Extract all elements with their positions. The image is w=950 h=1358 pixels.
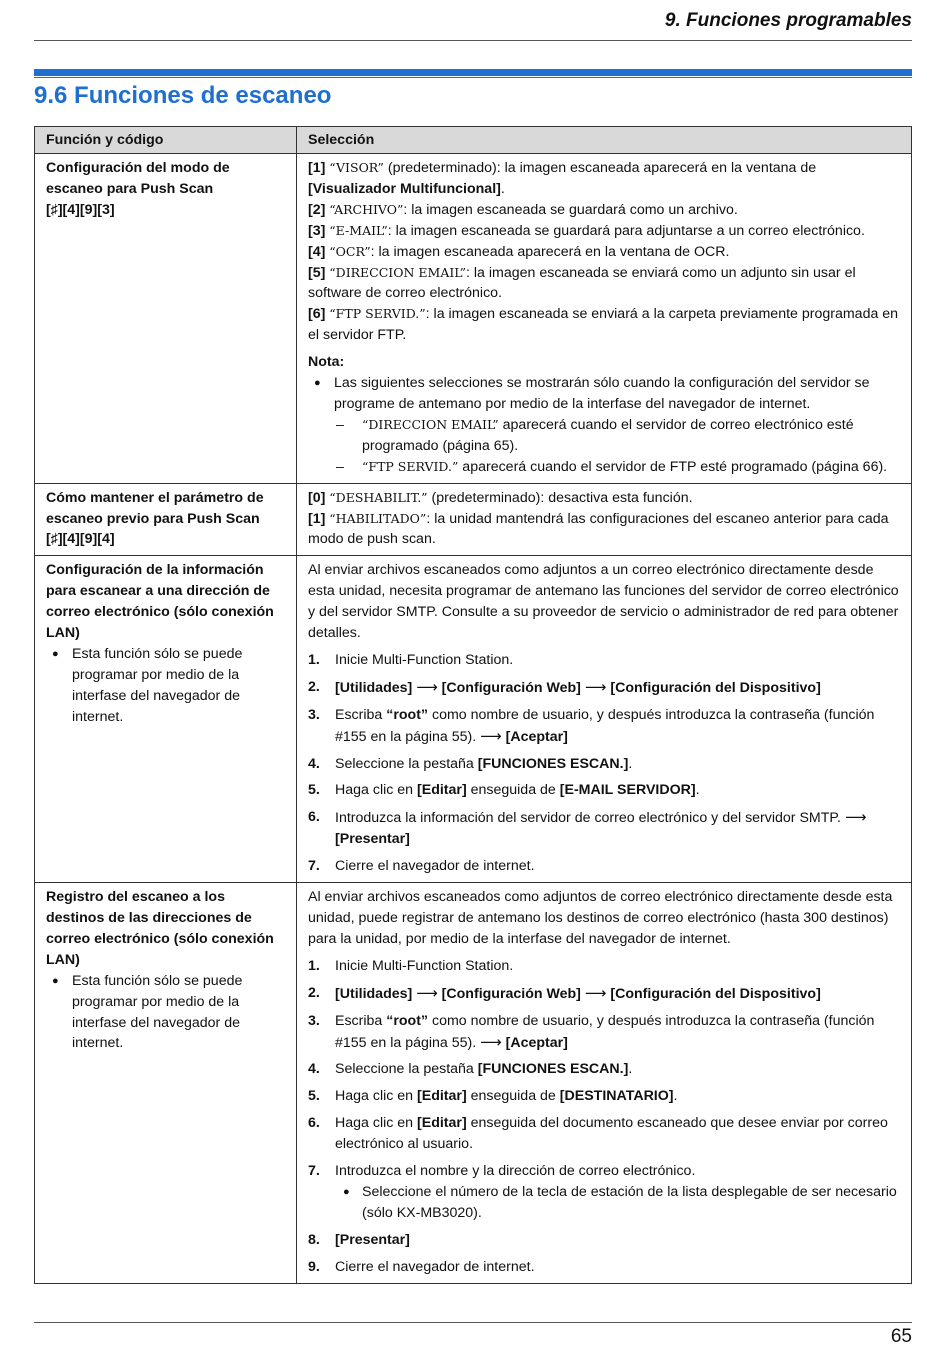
note-dash-item: – “DIRECCION EMAIL” aparecerá cuando el servidor de correo electrónico esté programado (página 65). [308, 415, 900, 457]
option-item: [2] “ARCHIVO”: la imagen escaneada se guardará como un archivo. [308, 201, 738, 218]
page-number: 65 [890, 1326, 912, 1347]
arrow-icon: ⟶ [480, 726, 502, 745]
table-row [35, 883, 912, 1284]
option-item: [3] “E-MAIL”: la imagen escaneada se guardará para adjuntarse a un correo electrónico. [308, 222, 865, 239]
function-name: Cómo mantener el parámetro de escaneo previo para Push Scan [46, 489, 264, 527]
option-item: [6] “FTP SERVID.”: la imagen escaneada se enviará a la carpeta previamente programada en el servidor FTP. [308, 306, 899, 344]
step-item: 5. Haga clic en [Editar] enseguida de [DESTINATARIO]. [308, 1088, 678, 1105]
function-cell [35, 154, 297, 484]
section-rule-thin [34, 77, 912, 78]
table-row [35, 154, 912, 484]
function-note-bullet: ● Esta función sólo se puede programar por medio de la interfase del navegador de internet. [46, 971, 285, 1055]
footer-rule [34, 1322, 912, 1323]
function-code: [♯][4][9][3] [46, 201, 115, 218]
step-item: 3. Escriba “root” como nombre de usuario, y después introduzca la contraseña (función #155 en la página 55). ⟶ [Aceptar] [308, 1012, 875, 1051]
step-item: 6. Haga clic en [Editar] enseguida del documento escaneado que desee enviar por correo electrónico al usuario. [308, 1115, 888, 1153]
arrow-icon: ⟶ [584, 983, 607, 1002]
step-item: 6. Introduzca la información del servidor de correo electrónico y del servidor SMTP. ⟶ [Presentar] [308, 808, 867, 848]
step-item: 2. [Utilidades] ⟶ [Configuración Web] ⟶ [Configuración del Dispositivo] [308, 677, 821, 696]
column-header-selection: Selección [297, 127, 912, 154]
function-name: Configuración de la información para escanear a una dirección de correo electrónico (sólo conexión LAN) [46, 562, 274, 642]
option-item: [1] “VISOR” (predeterminado): la imagen escaneada aparecerá en la ventana de [Visualizador Multifuncional]. [308, 160, 817, 197]
step-item: 1. Inicie Multi-Function Station. [308, 651, 514, 668]
selection-cell [297, 154, 912, 484]
option-item: [5] “DIRECCION EMAIL”: la imagen escaneada se enviará como un adjunto sin usar el software de correo electrónico. [308, 264, 856, 302]
selection-cell [297, 556, 912, 883]
arrow-icon: ⟶ [584, 677, 607, 696]
note-dash-item: – “FTP SERVID.” aparecerá cuando el servidor de FTP esté programado (página 66). [308, 457, 900, 478]
step-item: 4. Seleccione la pestaña [FUNCIONES ESCAN.]. [308, 755, 633, 772]
section-title: 9.6 Funciones de escaneo [34, 82, 332, 109]
functions-table [34, 126, 912, 1284]
step-item: 7. Cierre el navegador de internet. [308, 858, 535, 875]
section-rule [34, 69, 912, 76]
table-row [35, 556, 912, 883]
step-item: 4. Seleccione la pestaña [FUNCIONES ESCAN.]. [308, 1061, 633, 1078]
column-header-function: Función y código [35, 127, 297, 154]
step-item: 5. Haga clic en [Editar] enseguida de [E-MAIL SERVIDOR]. [308, 782, 700, 799]
intro-text: Al enviar archivos escaneados como adjuntos de correo electrónico directamente desde esta unidad, puede registrar de antemano los destinos de correo electrónico (hasta 300 destinos) para la unidad, por medio de la interfase del navegador de internet. [308, 889, 893, 947]
option-item: [4] “OCR”: la imagen escaneada aparecerá en la ventana de OCR. [308, 243, 730, 260]
arrow-icon: ⟶ [844, 808, 867, 827]
intro-text: Al enviar archivos escaneados como adjuntos a un correo electrónico directamente desde esta unidad, necesita programar de antemano las funciones del servidor de correo electrónico y del servidor SMTP. Consulte a su proveedor de servicio o administrador de red para obtener detalles. [308, 562, 899, 642]
step-item: 3. Escriba “root” como nombre de usuario, y después introduzca la contraseña (función #155 en la página 55). ⟶ [Aceptar] [308, 706, 875, 745]
arrow-icon: ⟶ [480, 1032, 502, 1051]
step-item: 7. Introduzca el nombre y la dirección de correo electrónico. [308, 1163, 696, 1180]
function-cell [35, 483, 297, 556]
table-header-row [35, 127, 912, 154]
function-code: [♯][4][9][4] [46, 531, 115, 548]
step-sub-bullet: ● Seleccione el número de la tecla de estación de la lista desplegable de ser necesario (sólo KX-MB3020). [308, 1182, 900, 1224]
function-cell [35, 883, 297, 1284]
selection-cell [297, 483, 912, 556]
note-title: Nota: [308, 354, 345, 371]
table-row [35, 483, 912, 556]
option-item: [1] “HABILITADO”: la unidad mantendrá las configuraciones del escaneo anterior para cada modo de push scan. [308, 510, 889, 548]
option-item: [0] “DESHABILIT.” (predeterminado): desactiva esta función. [308, 489, 693, 506]
function-cell [35, 556, 297, 883]
selection-cell [297, 883, 912, 1284]
step-item: 9. Cierre el navegador de internet. [308, 1258, 535, 1275]
arrow-icon: ⟶ [416, 677, 438, 696]
step-item: 8. [Presentar] [308, 1231, 410, 1248]
arrow-icon: ⟶ [416, 983, 438, 1002]
note-bullet: ● Las siguientes selecciones se mostrarán sólo cuando la configuración del servidor se programe de antemano por medio de la interfase del navegador de internet. [308, 373, 900, 415]
step-item: 1. Inicie Multi-Function Station. [308, 957, 514, 974]
function-note-bullet: ● Esta función sólo se puede programar por medio de la interfase del navegador de internet. [46, 644, 285, 728]
function-name: Configuración del modo de escaneo para Push Scan [46, 160, 230, 197]
step-item: 2. [Utilidades] ⟶ [Configuración Web] ⟶ [Configuración del Dispositivo] [308, 983, 821, 1002]
chapter-header: 9. Funciones programables [34, 6, 912, 41]
function-name: Registro del escaneo a los destinos de las direcciones de correo electrónico (sólo conexión LAN) [46, 889, 274, 968]
